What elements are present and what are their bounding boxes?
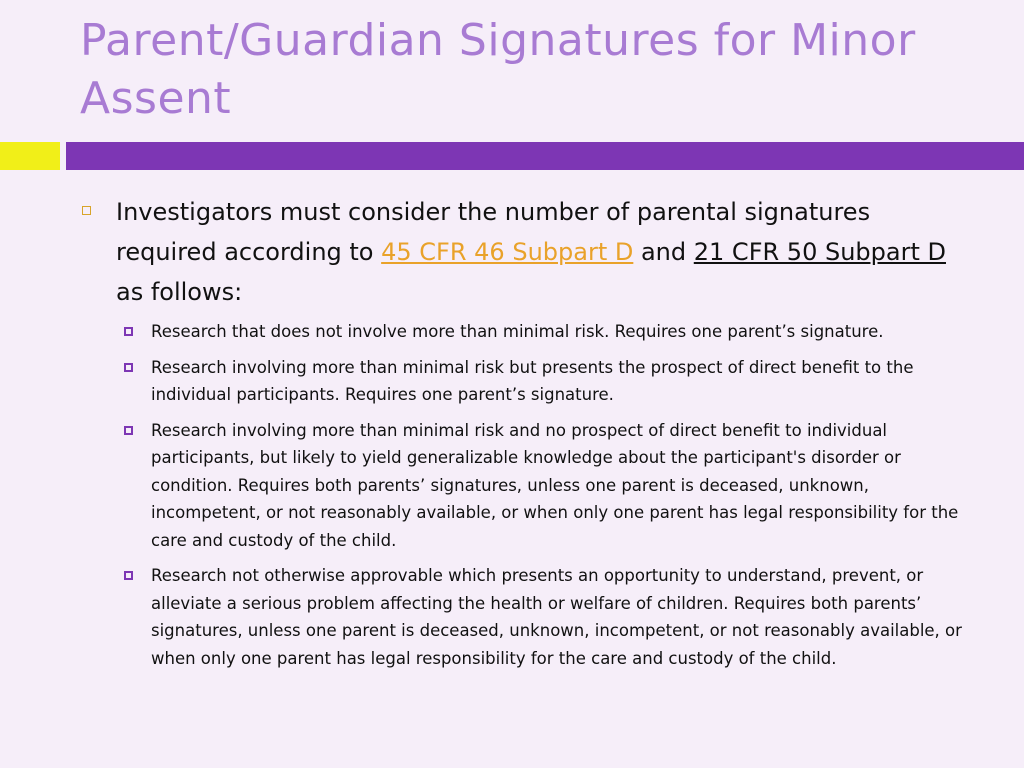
main-point-text-mid: and <box>633 238 694 266</box>
sub-bullet-item <box>80 318 970 346</box>
title-divider <box>0 142 1024 170</box>
sub-bullet-item <box>80 417 970 555</box>
sub-bullet-text: Research not otherwise approvable which presents an opportunity to understand, prevent, or alleviate a serious problem affecting the health or welfare of children. Requires both parents’ signatures, unless one parent is deceased, unknown, incompetent, or not reasonably available, or when only one parent has legal responsibility for the care and custody of the child. <box>151 566 962 668</box>
sub-bullet-text: Research involving more than minimal risk and no prospect of direct benefit to individual participants, but likely to yield generalizable knowledge about the participant's disorder or condition. Requires both parents’ signatures, unless one parent is deceased, unknown, incompetent, or not reasonably available, or when only one parent has legal responsibility for the care and custody of the child. <box>151 420 959 550</box>
link-45-cfr-46-subpart-d[interactable]: 45 CFR 46 Subpart D <box>381 238 634 266</box>
purple-square-bullet-icon <box>124 327 133 336</box>
sub-bullet-item <box>80 354 970 409</box>
hollow-square-bullet-icon <box>82 206 91 215</box>
slide-body <box>80 192 970 680</box>
sub-bullet-text: Research that does not involve more than minimal risk. Requires one parent’s signature. <box>151 322 884 341</box>
divider-yellow-block <box>0 142 60 170</box>
link-21-cfr-50-subpart-d[interactable]: 21 CFR 50 Subpart D <box>693 238 946 266</box>
main-point-text-before: Investigators must consider the number of parental signatures required according to <box>116 198 871 266</box>
sub-bullet-text: Research involving more than minimal risk but presents the prospect of direct benefit to the individual participants. Requires one parent’s signature. <box>151 357 914 404</box>
main-bullet-point <box>80 192 970 312</box>
slide-title: Parent/Guardian Signatures for Minor Assent <box>80 15 916 124</box>
main-point-text-after: as follows: <box>116 278 243 306</box>
purple-square-bullet-icon <box>124 363 133 372</box>
purple-square-bullet-icon <box>124 571 133 580</box>
purple-square-bullet-icon <box>124 426 133 435</box>
sub-bullet-item <box>80 562 970 672</box>
divider-purple-bar <box>66 142 1024 170</box>
sub-bullet-list <box>80 318 970 672</box>
